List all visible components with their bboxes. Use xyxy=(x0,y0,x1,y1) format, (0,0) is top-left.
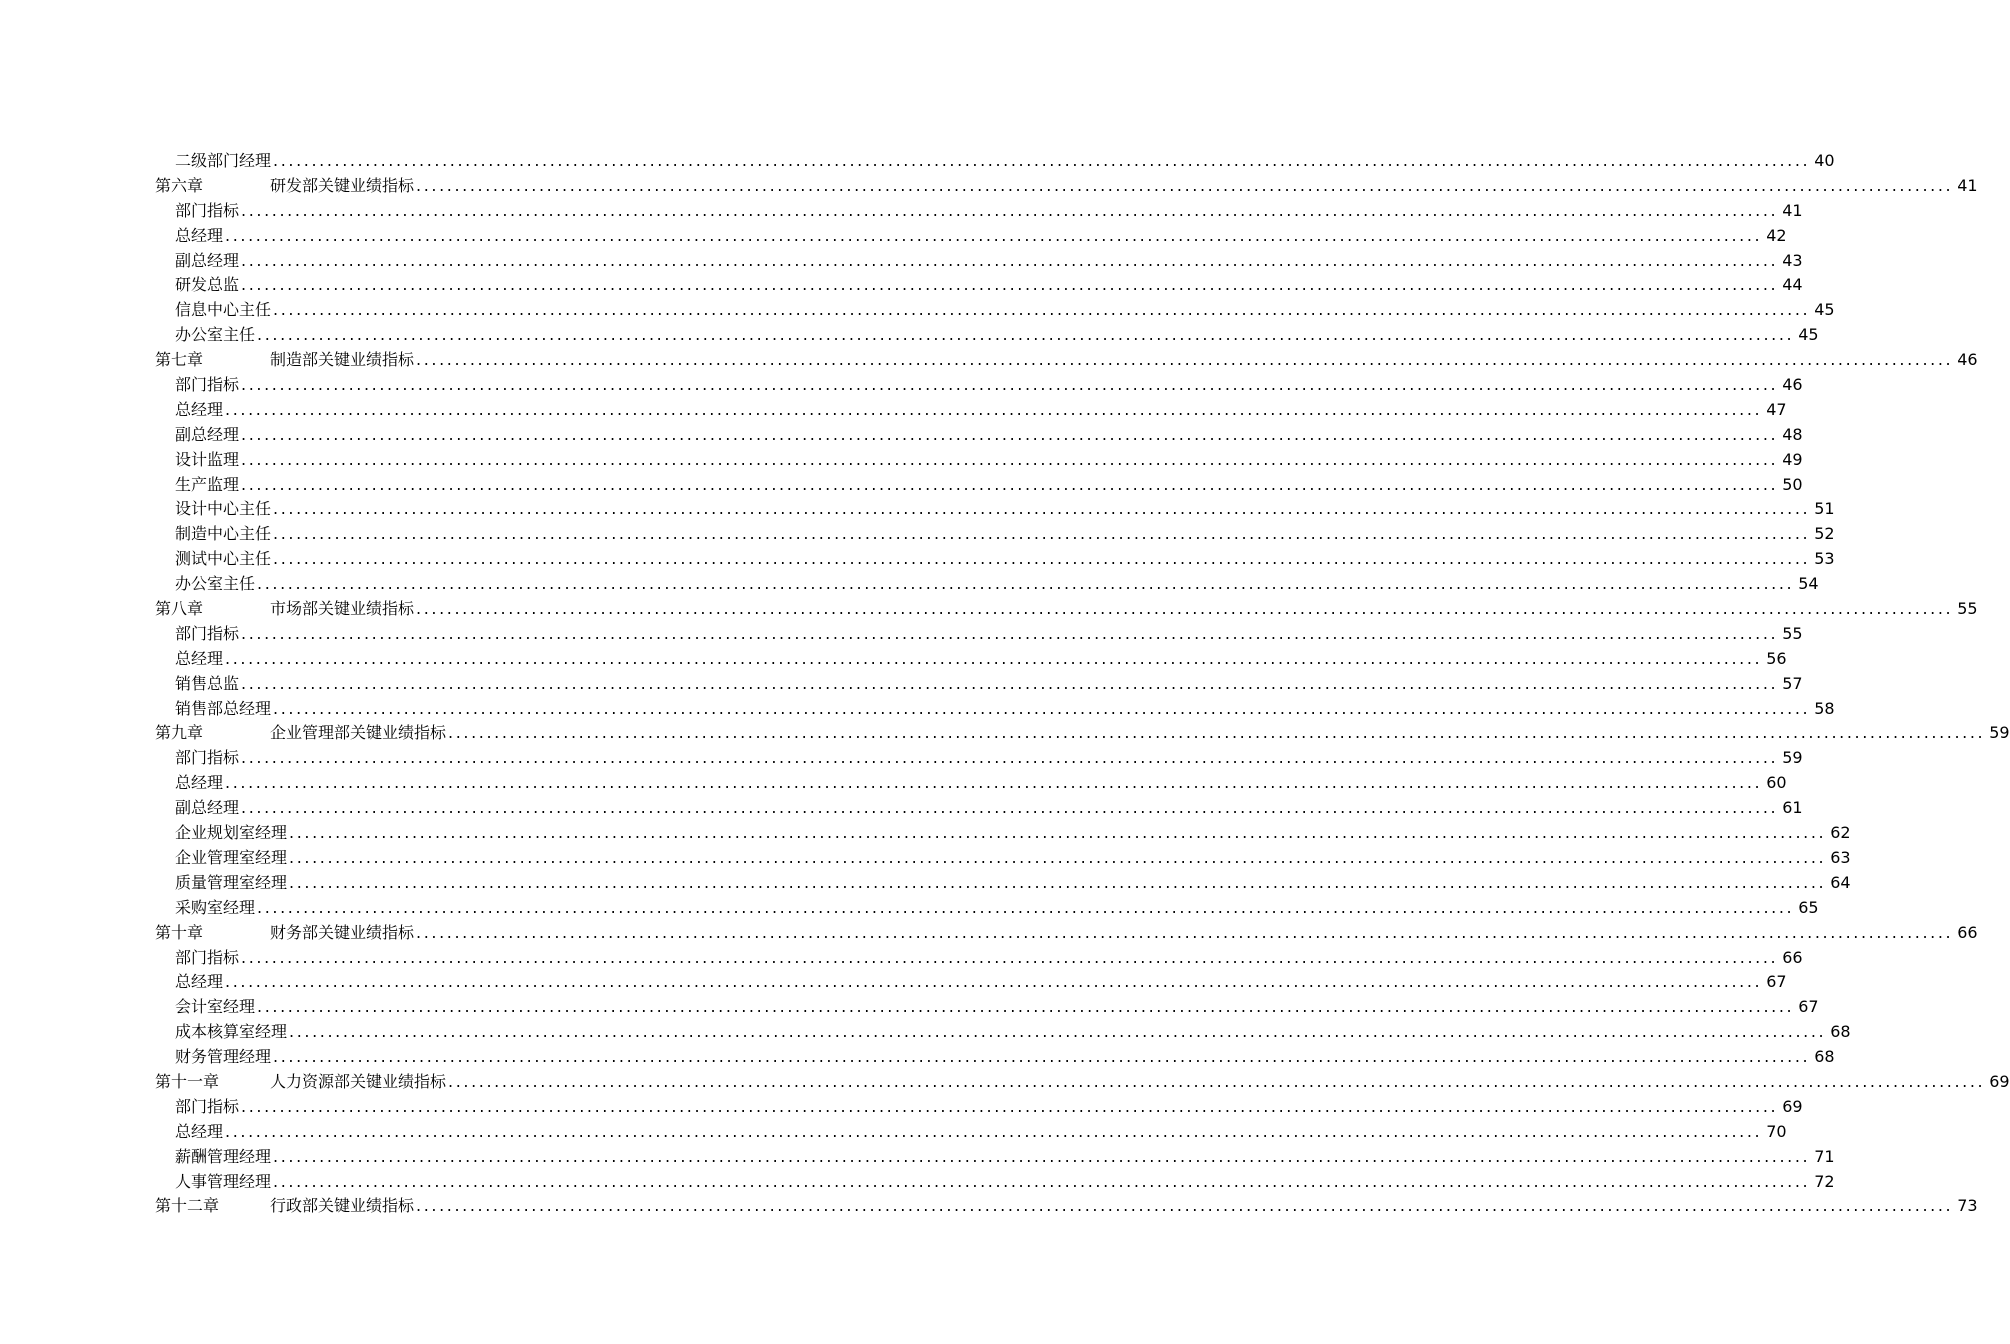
toc-page-number: 68 xyxy=(1830,1022,1851,1042)
toc-page-number: 64 xyxy=(1830,872,1851,892)
toc-dot-leader: ........................................................................................................................................................................................................ xyxy=(241,1096,1779,1116)
toc-entry-title: 部门指标 xyxy=(175,375,240,395)
toc-dot-leader: ........................................................................................................................................................................................................ xyxy=(257,897,1795,917)
toc-section-entry[interactable] xyxy=(155,672,1803,697)
toc-section-entry[interactable] xyxy=(155,448,1803,473)
toc-section-entry[interactable] xyxy=(155,771,1787,796)
toc-dot-leader: ........................................................................................................................................................................................................ xyxy=(241,449,1779,469)
toc-section-entry[interactable] xyxy=(155,1020,1851,1045)
toc-section-entry[interactable] xyxy=(155,572,1819,597)
toc-section-entry[interactable] xyxy=(155,697,1835,722)
toc-page-number: 55 xyxy=(1782,623,1803,643)
toc-chapter-number: 第八章 xyxy=(155,599,204,619)
toc-entry-title: 销售部总经理 xyxy=(175,698,272,718)
toc-dot-leader: ........................................................................................................................................................................................................ xyxy=(289,1022,1827,1042)
toc-page-number: 67 xyxy=(1766,972,1787,992)
toc-dot-leader: ........................................................................................................................................................................................................ xyxy=(241,673,1779,693)
toc-entry-title: 成本核算室经理 xyxy=(175,1022,288,1042)
toc-dot-leader: ........................................................................................................................................................................................................ xyxy=(225,773,1763,793)
toc-entry-title: 副总经理 xyxy=(175,250,240,270)
toc-dot-leader: ........................................................................................................................................................................................................ xyxy=(273,1146,1811,1166)
toc-entry-title: 销售总监 xyxy=(175,673,240,693)
toc-chapter-entry[interactable] xyxy=(155,1194,1978,1219)
toc-section-entry[interactable] xyxy=(155,298,1835,323)
toc-entry-title: 设计监理 xyxy=(175,449,240,469)
toc-dot-leader: ........................................................................................................................................................................................................ xyxy=(273,499,1811,519)
toc-section-entry[interactable] xyxy=(155,746,1803,771)
toc-page-number: 60 xyxy=(1766,773,1787,793)
toc-section-entry[interactable] xyxy=(155,1045,1835,1070)
toc-section-entry[interactable] xyxy=(155,373,1803,398)
toc-entry-title: 总经理 xyxy=(175,648,224,668)
toc-dot-leader: ........................................................................................................................................................................................................ xyxy=(257,997,1795,1017)
toc-page-number: 50 xyxy=(1782,474,1803,494)
toc-section-entry[interactable] xyxy=(155,1170,1835,1195)
toc-section-entry[interactable] xyxy=(155,398,1787,423)
toc-dot-leader: ........................................................................................................................................................................................................ xyxy=(416,1196,1954,1216)
toc-page-number: 46 xyxy=(1957,350,1978,370)
toc-dot-leader: ........................................................................................................................................................................................................ xyxy=(273,1171,1811,1191)
toc-section-entry[interactable] xyxy=(155,473,1803,498)
toc-dot-leader: ........................................................................................................................................................................................................ xyxy=(273,524,1811,544)
toc-page-number: 59 xyxy=(1782,748,1803,768)
toc-entry-title: 部门指标 xyxy=(175,1096,240,1116)
toc-dot-leader: ........................................................................................................................................................................................................ xyxy=(241,275,1779,295)
toc-chapter-number: 第六章 xyxy=(155,175,204,195)
toc-dot-leader: ........................................................................................................................................................................................................ xyxy=(416,175,1954,195)
toc-page-number: 47 xyxy=(1766,399,1787,419)
toc-section-entry[interactable] xyxy=(155,1145,1835,1170)
toc-entry-title: 信息中心主任 xyxy=(175,300,272,320)
toc-dot-leader: ........................................................................................................................................................................................................ xyxy=(241,424,1779,444)
toc-chapter-number: 第七章 xyxy=(155,350,204,370)
toc-page-number: 66 xyxy=(1782,947,1803,967)
toc-page-number: 63 xyxy=(1830,847,1851,867)
toc-chapter-number: 第九章 xyxy=(155,723,204,743)
toc-entry-title: 研发总监 xyxy=(175,275,240,295)
toc-entry-title: 薪酬管理经理 xyxy=(175,1146,272,1166)
toc-section-entry[interactable] xyxy=(155,1095,1803,1120)
toc-page-number: 62 xyxy=(1830,823,1851,843)
toc-entry-title: 部门指标 xyxy=(175,947,240,967)
toc-entry-title: 财务管理经理 xyxy=(175,1047,272,1067)
toc-page-number: 45 xyxy=(1798,325,1819,345)
toc-section-entry[interactable] xyxy=(155,796,1803,821)
toc-entry-title: 企业管理室经理 xyxy=(175,847,288,867)
toc-dot-leader: ........................................................................................................................................................................................................ xyxy=(289,823,1827,843)
toc-dot-leader: ........................................................................................................................................................................................................ xyxy=(257,574,1795,594)
toc-page-number: 70 xyxy=(1766,1121,1787,1141)
table-of-contents xyxy=(155,149,2010,1219)
toc-section-entry[interactable] xyxy=(155,946,1803,971)
toc-entry-title: 企业规划室经理 xyxy=(175,823,288,843)
toc-dot-leader: ........................................................................................................................................................................................................ xyxy=(273,151,1811,170)
toc-page-number: 51 xyxy=(1814,499,1835,519)
toc-chapter-number: 第十一章 xyxy=(155,1071,220,1091)
toc-dot-leader: ........................................................................................................................................................................................................ xyxy=(241,748,1779,768)
toc-dot-leader: ........................................................................................................................................................................................................ xyxy=(289,847,1827,867)
toc-page-number: 46 xyxy=(1782,375,1803,395)
toc-page-number: 68 xyxy=(1814,1047,1835,1067)
toc-entry-title: 会计室经理 xyxy=(175,997,256,1017)
toc-entry-title: 采购室经理 xyxy=(175,897,256,917)
toc-chapter-entry[interactable] xyxy=(155,1070,2010,1095)
toc-chapter-number: 第十章 xyxy=(155,922,204,942)
toc-page-number: 73 xyxy=(1957,1196,1978,1216)
toc-entry-title: 办公室主任 xyxy=(175,574,256,594)
toc-chapter-number: 第十二章 xyxy=(155,1196,220,1216)
toc-dot-leader: ........................................................................................................................................................................................................ xyxy=(225,972,1763,992)
toc-entry-title: 部门指标 xyxy=(175,748,240,768)
toc-page-number: 71 xyxy=(1814,1146,1835,1166)
toc-entry-title: 市场部关键业绩指标 xyxy=(270,599,415,619)
toc-entry-title: 副总经理 xyxy=(175,798,240,818)
toc-page-number: 42 xyxy=(1766,225,1787,245)
toc-section-entry[interactable] xyxy=(155,497,1835,522)
toc-entry-title: 总经理 xyxy=(175,399,224,419)
toc-page-number: 66 xyxy=(1957,922,1978,942)
toc-dot-leader: ........................................................................................................................................................................................................ xyxy=(273,549,1811,569)
toc-dot-leader: ........................................................................................................................................................................................................ xyxy=(273,698,1811,718)
toc-page-number: 44 xyxy=(1782,275,1803,295)
toc-section-entry[interactable] xyxy=(155,970,1787,995)
toc-page-number: 54 xyxy=(1798,574,1819,594)
toc-chapter-entry[interactable] xyxy=(155,348,1978,373)
toc-section-entry[interactable] xyxy=(155,423,1803,448)
toc-page-number: 67 xyxy=(1798,997,1819,1017)
toc-dot-leader: ........................................................................................................................................................................................................ xyxy=(225,648,1763,668)
toc-dot-leader: ........................................................................................................................................................................................................ xyxy=(241,947,1779,967)
toc-dot-leader: ........................................................................................................................................................................................................ xyxy=(241,623,1779,643)
toc-section-entry[interactable] xyxy=(155,821,1851,846)
toc-page-number: 45 xyxy=(1814,300,1835,320)
toc-entry-title: 副总经理 xyxy=(175,424,240,444)
toc-page-number: 40 xyxy=(1814,151,1835,170)
toc-entry-title: 人力资源部关键业绩指标 xyxy=(270,1071,447,1091)
toc-page-number: 41 xyxy=(1957,175,1978,195)
toc-page-number: 49 xyxy=(1782,449,1803,469)
toc-dot-leader: ........................................................................................................................................................................................................ xyxy=(241,798,1779,818)
toc-page-number: 69 xyxy=(1782,1096,1803,1116)
toc-entry-title: 设计中心主任 xyxy=(175,499,272,519)
toc-dot-leader: ........................................................................................................................................................................................................ xyxy=(273,1047,1811,1067)
toc-section-entry[interactable] xyxy=(155,622,1803,647)
toc-section-entry[interactable] xyxy=(155,199,1803,224)
toc-dot-leader: ........................................................................................................................................................................................................ xyxy=(241,375,1779,395)
toc-entry-title: 总经理 xyxy=(175,1121,224,1141)
toc-entry-title: 总经理 xyxy=(175,773,224,793)
toc-section-entry[interactable] xyxy=(155,224,1787,249)
toc-section-entry[interactable] xyxy=(155,323,1819,348)
toc-entry-title: 部门指标 xyxy=(175,200,240,220)
toc-section-entry[interactable] xyxy=(155,995,1819,1020)
toc-entry-title: 制造部关键业绩指标 xyxy=(270,350,415,370)
toc-section-entry[interactable] xyxy=(155,1120,1787,1145)
toc-entry-title: 研发部关键业绩指标 xyxy=(270,175,415,195)
toc-entry-title: 制造中心主任 xyxy=(175,524,272,544)
toc-dot-leader: ........................................................................................................................................................................................................ xyxy=(448,723,1986,743)
toc-page-number: 41 xyxy=(1782,200,1803,220)
toc-entry-title: 行政部关键业绩指标 xyxy=(270,1196,415,1216)
toc-dot-leader: ........................................................................................................................................................................................................ xyxy=(241,200,1779,220)
toc-dot-leader: ........................................................................................................................................................................................................ xyxy=(241,474,1779,494)
toc-dot-leader: ........................................................................................................................................................................................................ xyxy=(257,325,1795,345)
toc-dot-leader: ........................................................................................................................................................................................................ xyxy=(416,350,1954,370)
toc-dot-leader: ........................................................................................................................................................................................................ xyxy=(416,922,1954,942)
toc-entry-title: 生产监理 xyxy=(175,474,240,494)
toc-dot-leader: ........................................................................................................................................................................................................ xyxy=(241,250,1779,270)
toc-entry-title: 财务部关键业绩指标 xyxy=(270,922,415,942)
toc-entry-title: 总经理 xyxy=(175,225,224,245)
toc-section-entry[interactable] xyxy=(155,149,1835,174)
toc-chapter-entry[interactable] xyxy=(155,721,2010,746)
toc-section-entry[interactable] xyxy=(155,522,1835,547)
toc-chapter-entry[interactable] xyxy=(155,597,1978,622)
toc-dot-leader: ........................................................................................................................................................................................................ xyxy=(273,300,1811,320)
toc-page-number: 56 xyxy=(1766,648,1787,668)
toc-section-entry[interactable] xyxy=(155,249,1803,274)
toc-entry-title: 办公室主任 xyxy=(175,325,256,345)
toc-page-number: 72 xyxy=(1814,1171,1835,1191)
toc-entry-title: 质量管理室经理 xyxy=(175,872,288,892)
toc-entry-title: 总经理 xyxy=(175,972,224,992)
toc-section-entry[interactable] xyxy=(155,871,1851,896)
toc-page-number: 57 xyxy=(1782,673,1803,693)
toc-page-number: 43 xyxy=(1782,250,1803,270)
toc-page-number: 61 xyxy=(1782,798,1803,818)
toc-section-entry[interactable] xyxy=(155,273,1803,298)
toc-page-number: 59 xyxy=(1989,723,2010,743)
toc-section-entry[interactable] xyxy=(155,647,1787,672)
toc-page-number: 65 xyxy=(1798,897,1819,917)
toc-dot-leader: ........................................................................................................................................................................................................ xyxy=(225,399,1763,419)
toc-page-number: 53 xyxy=(1814,549,1835,569)
toc-page-number: 52 xyxy=(1814,524,1835,544)
toc-dot-leader: ........................................................................................................................................................................................................ xyxy=(416,599,1954,619)
toc-page-number: 55 xyxy=(1957,599,1978,619)
toc-entry-title: 测试中心主任 xyxy=(175,549,272,569)
toc-section-entry[interactable] xyxy=(155,896,1819,921)
toc-page-number: 69 xyxy=(1989,1071,2010,1091)
toc-chapter-entry[interactable] xyxy=(155,174,1978,199)
toc-dot-leader: ........................................................................................................................................................................................................ xyxy=(448,1071,1986,1091)
toc-entry-title: 人事管理经理 xyxy=(175,1171,272,1191)
toc-dot-leader: ........................................................................................................................................................................................................ xyxy=(225,225,1763,245)
toc-section-entry[interactable] xyxy=(155,846,1851,871)
toc-entry-title: 二级部门经理 xyxy=(175,151,272,170)
toc-page-number: 58 xyxy=(1814,698,1835,718)
toc-dot-leader: ........................................................................................................................................................................................................ xyxy=(289,872,1827,892)
toc-entry-title: 部门指标 xyxy=(175,623,240,643)
toc-entry-title: 企业管理部关键业绩指标 xyxy=(270,723,447,743)
toc-page-number: 48 xyxy=(1782,424,1803,444)
toc-dot-leader: ........................................................................................................................................................................................................ xyxy=(225,1121,1763,1141)
toc-section-entry[interactable] xyxy=(155,547,1835,572)
toc-chapter-entry[interactable] xyxy=(155,921,1978,946)
